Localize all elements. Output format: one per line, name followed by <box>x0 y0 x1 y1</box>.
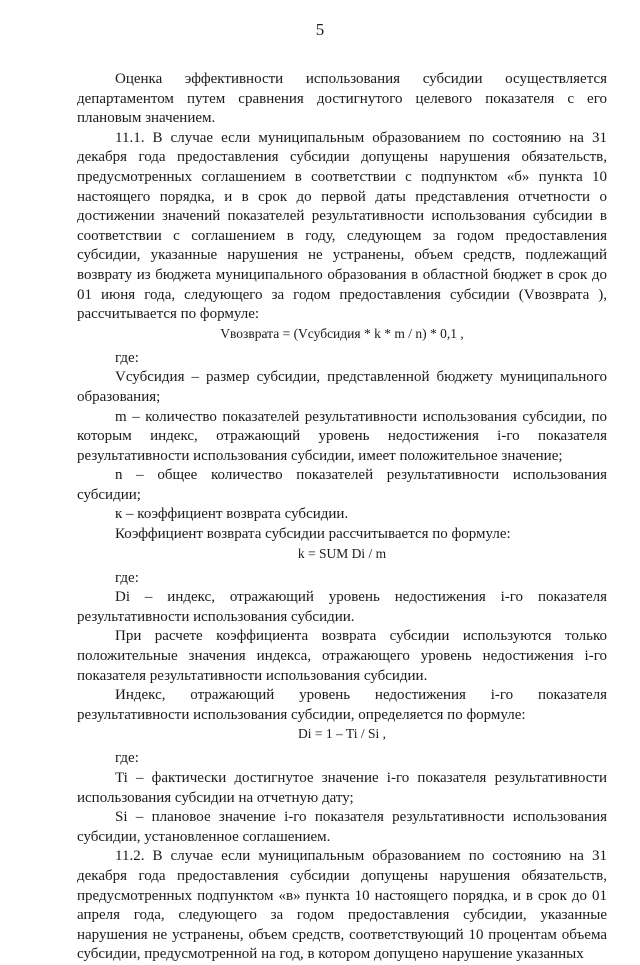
paragraph-11-2: 11.2. В случае если муниципальным образованием по состоянию на 31 декабря года предоставления субсидии допущены нарушения обязательств, предусмотренных подпунктом «в» пункта 10 настоящего порядка, и в срок до 01 апреля года, следующего за годом предоставления субсидии, указанные нарушения не устранены, объем средств, соответствующий 10 процентам объема субсидии, предусмотренной на год, в котором допущено нарушение указанных <box>77 848 607 963</box>
definition-di: Di – индекс, отражающий уровень недостижения i-го показателя результативности использования субсидии. <box>77 589 607 625</box>
paragraph-evaluation: Оценка эффективности использования субсидии осуществляется департаментом путем сравнения достигнутого целевого показателя с его плановым значением. <box>77 71 607 127</box>
formula-di: Di = 1 – Ti / Si , <box>298 726 386 742</box>
where-label: где: <box>115 750 139 767</box>
definition-v-subsidy: Vсубсидия – размер субсидии, представленной бюджету муниципального образования; <box>77 369 607 405</box>
paragraph-index-formula-intro: Индекс, отражающий уровень недостижения i-го показателя результативности использования субсидии, определяется по формуле: <box>77 687 607 723</box>
definition-m: m – количество показателей результативности использования субсидии, по которым индекс, отражающий уровень недостижения i-го показателя результативности использования субсидии, имеет положительное значение; <box>77 408 607 464</box>
paragraph-k-formula-intro: Коэффициент возврата субсидии рассчитывается по формуле: <box>115 526 511 543</box>
definition-si: Si – плановое значение i-го показателя результативности использования субсидии, установленное соглашением. <box>77 809 607 845</box>
where-label: где: <box>115 569 139 586</box>
where-label: где: <box>115 349 139 366</box>
page-number: 5 <box>315 20 325 39</box>
definition-n: n – общее количество показателей результативности использования субсидии; <box>77 467 607 503</box>
formula-k: k = SUM Di / m <box>297 545 387 561</box>
formula-refund-volume: Vвозврата = (Vсубсидия * k * m / n) * 0,1 , <box>220 325 464 341</box>
paragraph-positive-values: При расчете коэффициента возврата субсидии используются только положительные значения индекса, отражающего уровень недостижения i-го показателя результативности использования субсидии. <box>77 628 607 684</box>
definition-ti: Ti – фактически достигнутое значение i-го показателя результативности использования субсидии на отчетную дату; <box>77 770 607 806</box>
definition-k: к – коэффициент возврата субсидии. <box>115 506 349 523</box>
document-body <box>77 70 607 965</box>
paragraph-11-1: 11.1. В случае если муниципальным образованием по состоянию на 31 декабря года предоставления субсидии допущены нарушения обязательств, предусмотренных соглашением в соответствии с подпунктом «б» пункта 10 настоящего порядка, и в срок до первой даты представления отчетности о достижении значений показателей результативности использования субсидии в соответствии с соглашением в году, следующем за годом предоставления субсидии, указанные нарушения не устранены, объем средств, подлежащий возврату из бюджета муниципального образования в областной бюджет в срок до 01 июня года, следующего за годом предоставления субсидии (Vвозврата ), рассчитывается по формуле: <box>77 129 607 323</box>
